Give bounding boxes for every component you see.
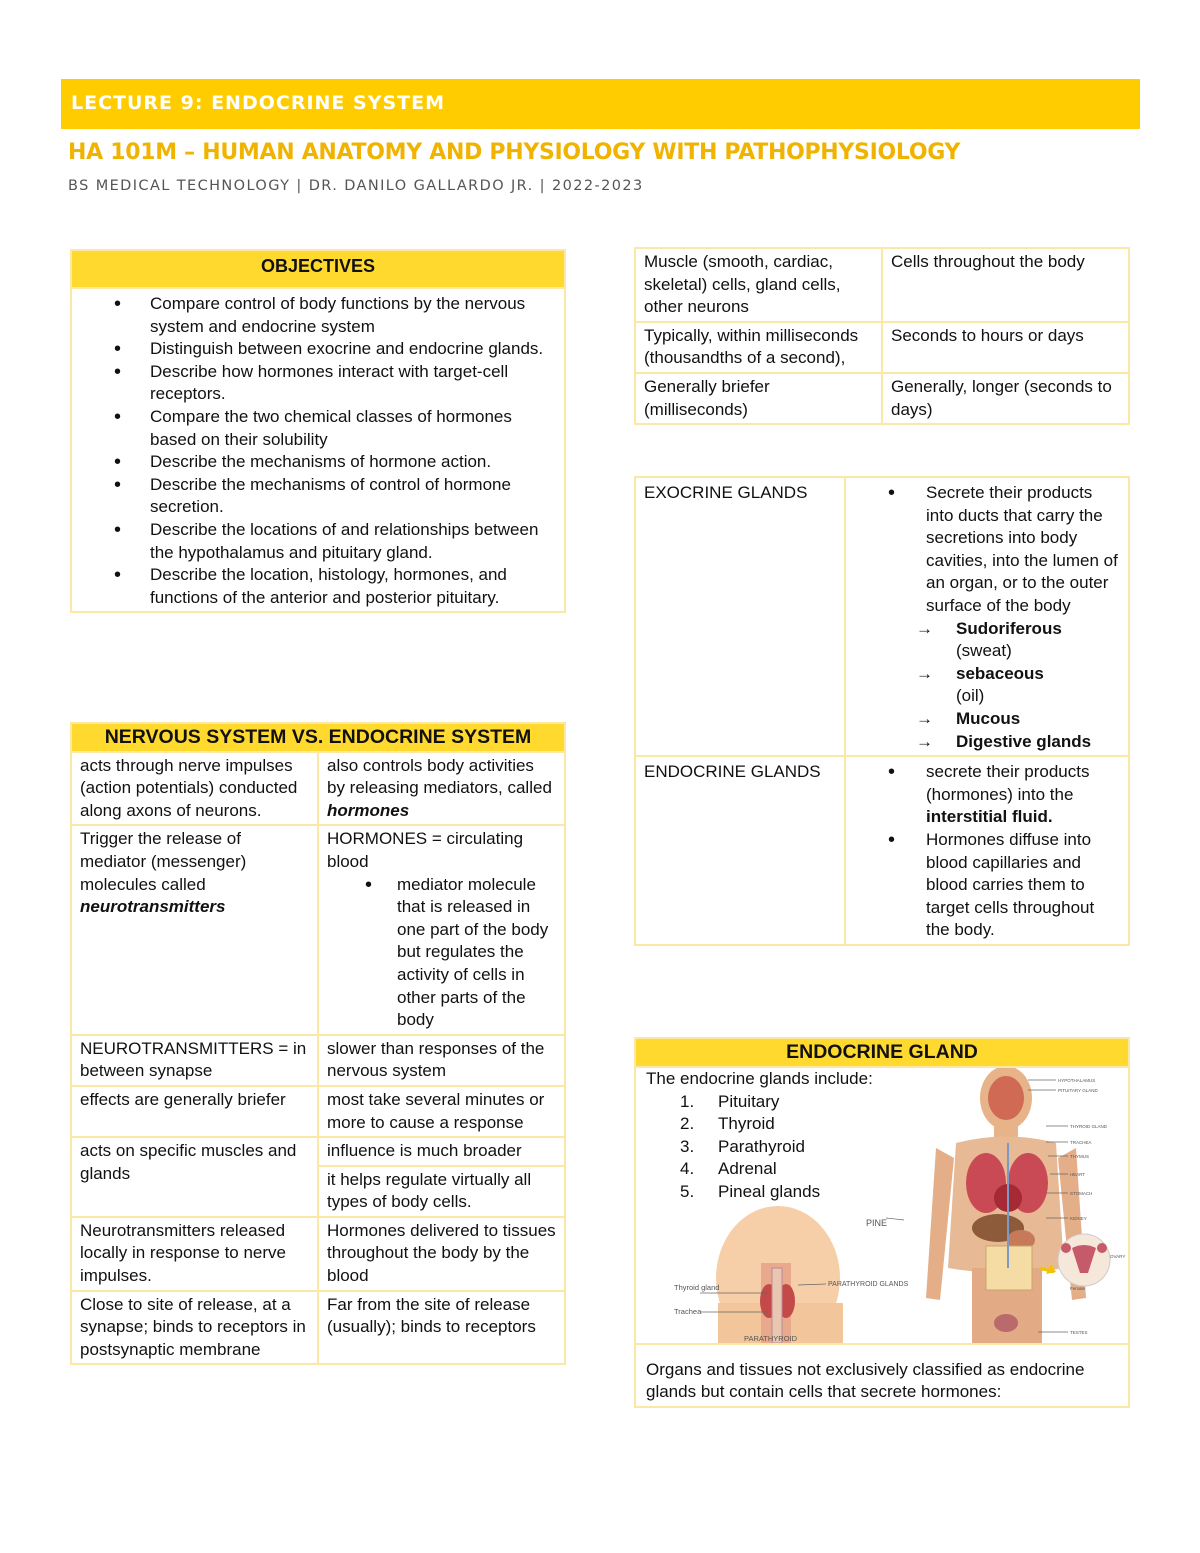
list-item: 5. Pineal glands: [680, 1181, 821, 1201]
label-pineal: PINE: [866, 1217, 888, 1228]
label-ovary: OVARY: [1110, 1253, 1126, 1259]
compare-cell: Cells throughout the body: [882, 248, 1129, 322]
endocrine-gland-list: [646, 1091, 820, 1204]
nvse-cell: Close to site of release, at a synapse; binds to receptors in postsynaptic membrane: [71, 1291, 318, 1365]
exocrine-examples: [854, 618, 1120, 754]
objective-item: • Describe how hormones interact with target-cell receptors.: [150, 361, 558, 406]
list-item: 2. Thyroid: [680, 1114, 775, 1134]
endocrine-gland-heading: ENDOCRINE GLAND: [635, 1038, 1129, 1067]
list-item: → Sudoriferous (sweat): [956, 618, 1120, 663]
objectives-list: [78, 293, 558, 609]
endocrine-footer: Organs and tissues not exclusively classified as endocrine glands but contain cells that secrete hormones:: [635, 1344, 1129, 1407]
course-title: HA 101M – HUMAN ANATOMY AND PHYSIOLOGY WITH PATHOPHYSIOLOGY: [68, 140, 961, 165]
endocrine-label: ENDOCRINE GLANDS: [635, 756, 845, 945]
objective-item: • Describe the locations of and relationships between the hypothalamus and pituitary gland.: [150, 519, 558, 564]
nervous-vs-endocrine-table: [70, 722, 566, 1365]
list-item: • Hormones diffuse into blood capillaries and blood carries them to target cells throughout the body.: [926, 829, 1120, 942]
lecture-title: LECTURE 9: ENDOCRINE SYSTEM: [71, 92, 445, 114]
exocrine-desc: • Secrete their products into ducts that carry the secretions into body cavities, into the lumen of an organ, or to the outer surface of the body: [926, 482, 1120, 618]
objective-item: • Compare control of body functions by the nervous system and endocrine system: [150, 293, 558, 338]
label-testes: TESTES: [1070, 1329, 1088, 1335]
endocrine-desc-cell: [845, 756, 1129, 945]
nvse-cell: Far from the site of release (usually); binds to receptors: [318, 1291, 565, 1365]
compare-cell: Typically, within milliseconds (thousandths of a second),: [635, 322, 882, 373]
label-stomach: STOMACH: [1070, 1190, 1093, 1196]
nvse-cell: acts on specific muscles and glands: [71, 1137, 318, 1217]
nvse-cell: HORMONES = circulating blood • mediator molecule that is released in one part of the body but regulates the activity of cells in other parts of the body: [318, 825, 565, 1034]
label-female: Female: [1070, 1285, 1086, 1291]
glands-table: [634, 476, 1130, 946]
nvse-cell: NEUROTRANSMITTERS = in between synapse: [71, 1035, 318, 1086]
comparison-continued-table: [634, 247, 1130, 425]
table-row: [635, 756, 1129, 945]
course-subline: BS MEDICAL TECHNOLOGY | DR. DANILO GALLARDO JR. | 2022-2023: [68, 178, 644, 194]
nvse-cell: Hormones delivered to tissues throughout the body by the blood: [318, 1217, 565, 1291]
nvse-cell: acts through nerve impulses (action potentials) conducted along axons of neurons.: [71, 752, 318, 826]
label-kidney: KIDNEY: [1070, 1215, 1087, 1221]
body-illustration: [926, 1068, 1086, 1343]
label-trachea-caps: TRACHEA: [1070, 1139, 1092, 1145]
nvse-cell: Trigger the release of mediator (messenger) molecules called neurotransmitters: [71, 825, 318, 1034]
label-pituitary: PITUITARY GLAND: [1058, 1087, 1098, 1093]
objective-item: • Distinguish between exocrine and endocrine glands.: [150, 338, 558, 361]
endocrine-gland-figure-cell: [635, 1067, 1129, 1344]
compare-cell: Generally, longer (seconds to days): [882, 373, 1129, 424]
exocrine-desc-cell: [845, 477, 1129, 756]
objective-item: • Compare the two chemical classes of hormones based on their solubility: [150, 406, 558, 451]
objective-item: • Describe the location, histology, hormones, and functions of the anterior and posterior pituitary.: [150, 564, 558, 609]
list-item: → sebaceous (oil): [956, 663, 1120, 708]
endocrine-intro: The endocrine glands include:: [646, 1068, 873, 1088]
nvse-cell: Neurotransmitters released locally in response to nerve impulses.: [71, 1217, 318, 1291]
table-row: [635, 248, 1129, 322]
compare-cell: Generally briefer (milliseconds): [635, 373, 882, 424]
label-hypothalamus: HYPOTHALAMUS: [1058, 1077, 1096, 1083]
table-row: [71, 1086, 565, 1137]
label-thymus: THYMUS: [1070, 1153, 1089, 1159]
nvse-cell: effects are generally briefer: [71, 1086, 318, 1137]
neck-inset-illustration: [716, 1206, 843, 1343]
label-parathyroid: PARATHYROID: [744, 1333, 798, 1343]
compare-cell: Muscle (smooth, cardiac, skeletal) cells, gland cells, other neurons: [635, 248, 882, 322]
list-item: • secrete their products (hormones) into the interstitial fluid.: [926, 761, 1120, 829]
table-row: [71, 1035, 565, 1086]
table-row: [71, 1291, 565, 1365]
ovary-inset-illustration: [1058, 1234, 1110, 1286]
nvse-cell: most take several minutes or more to cause a response: [318, 1086, 565, 1137]
nvse-cell: slower than responses of the nervous system: [318, 1035, 565, 1086]
objectives-table: [70, 249, 566, 613]
table-row: [71, 752, 565, 826]
compare-cell: Seconds to hours or days: [882, 322, 1129, 373]
table-row: [635, 373, 1129, 424]
objective-item: • Describe the mechanisms of control of hormone secretion.: [150, 474, 558, 519]
label-parathyroid-glands: PARATHYROID GLANDS: [828, 1280, 909, 1288]
list-item: 3. Parathyroid: [680, 1136, 805, 1156]
table-row: [635, 322, 1129, 373]
lecture-banner: [61, 79, 1140, 129]
label-heart: HEART: [1070, 1171, 1086, 1177]
nvse-cell: it helps regulate virtually all types of body cells.: [318, 1166, 565, 1217]
list-item: → Digestive glands: [956, 731, 1120, 754]
nvse-heading: NERVOUS SYSTEM VS. ENDOCRINE SYSTEM: [71, 723, 565, 752]
table-row: [71, 825, 565, 1034]
list-item: → Mucous: [956, 708, 1120, 731]
label-thyroid-gland: Thyroid gland: [674, 1282, 720, 1292]
table-row: [71, 1137, 565, 1166]
nvse-cell: influence is much broader: [318, 1137, 565, 1166]
endocrine-gland-table: [634, 1037, 1130, 1408]
exocrine-label: EXOCRINE GLANDS: [635, 477, 845, 756]
table-row: [71, 1217, 565, 1291]
table-row: [635, 477, 1129, 756]
objectives-cell: [71, 288, 565, 612]
nvse-cell: also controls body activities by releasing mediators, called hormones: [318, 752, 565, 826]
list-item: 4. Adrenal: [680, 1159, 777, 1179]
objectives-heading: OBJECTIVES: [71, 250, 565, 288]
label-thyroid-caps: THYROID GLAND: [1070, 1123, 1108, 1129]
label-trachea: Trachea: [674, 1306, 702, 1316]
list-item: 1. Pituitary: [680, 1091, 780, 1111]
objective-item: • Describe the mechanisms of hormone action.: [150, 451, 558, 474]
